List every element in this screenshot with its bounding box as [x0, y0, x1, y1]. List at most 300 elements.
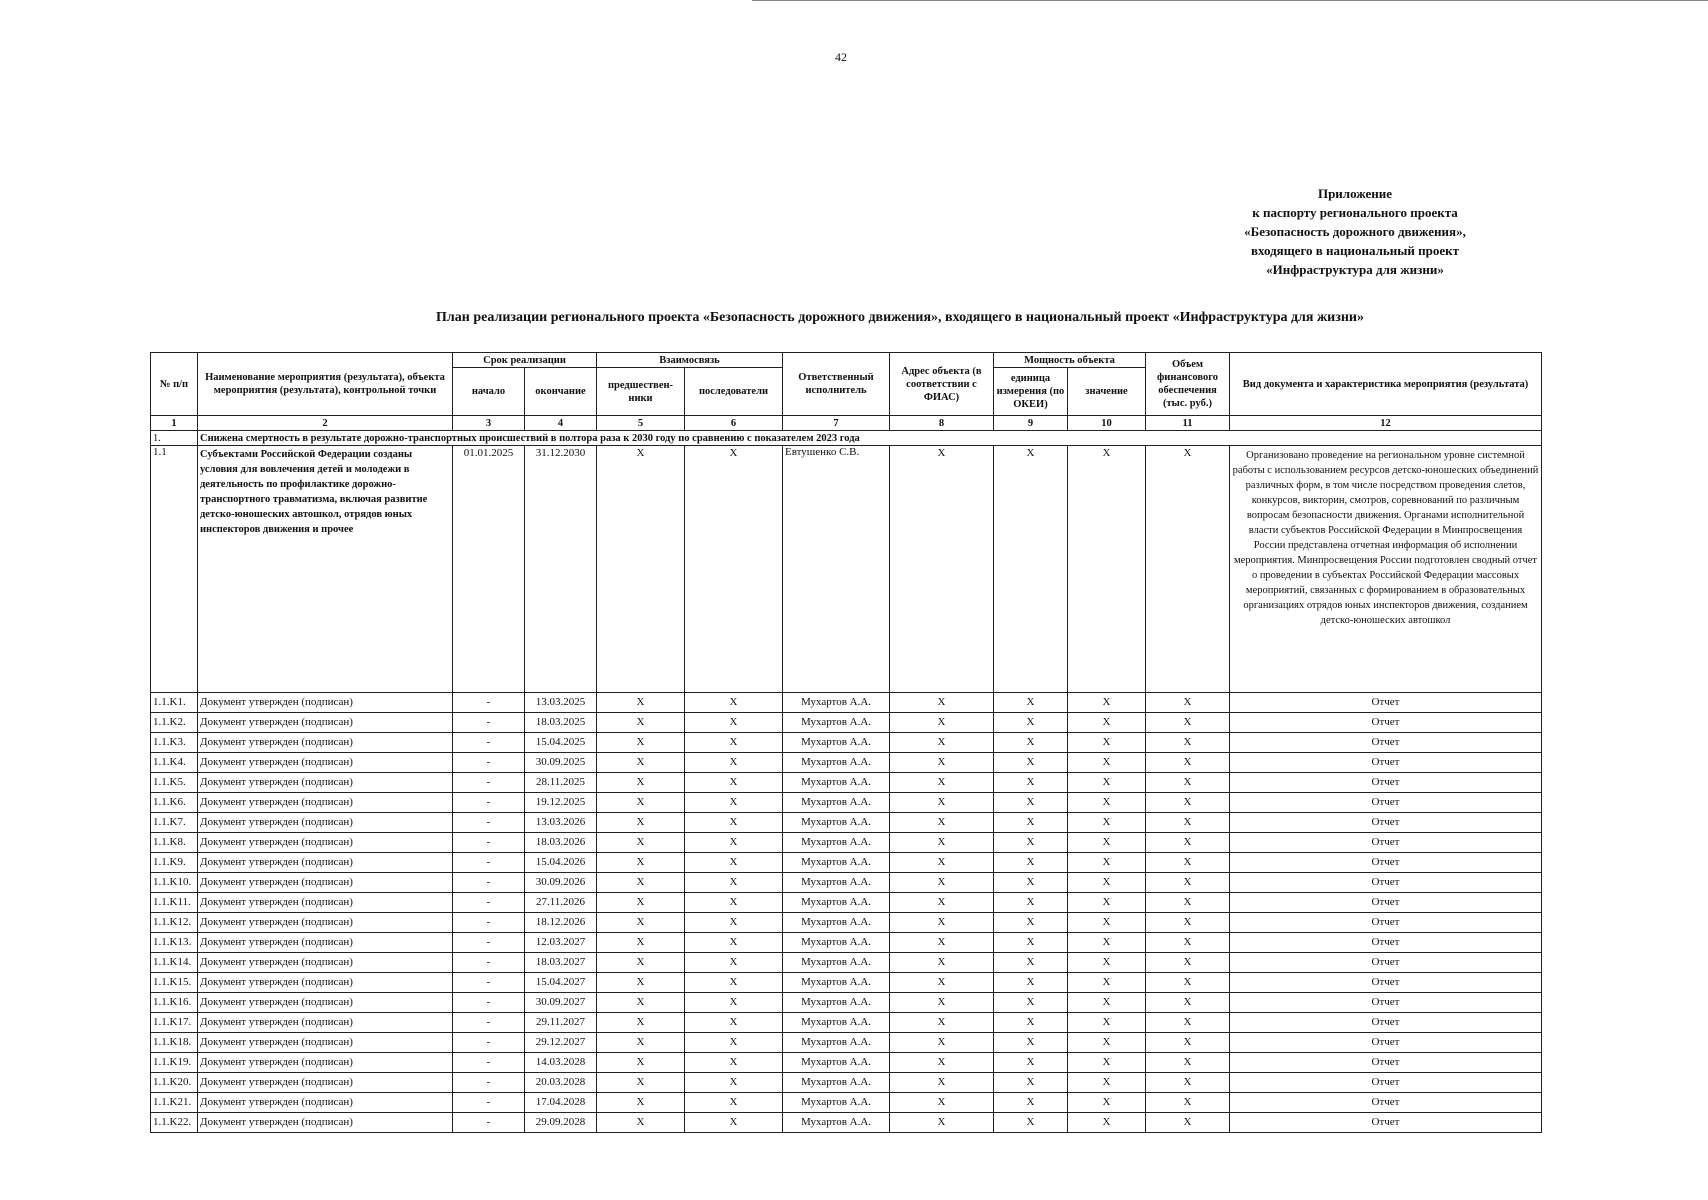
checkpoint-start: -	[453, 1053, 525, 1073]
checkpoint-responsible: Мухартов А.А.	[783, 853, 890, 873]
checkpoint-successors: X	[685, 713, 783, 733]
checkpoint-responsible: Мухартов А.А.	[783, 893, 890, 913]
checkpoint-unit: X	[994, 813, 1068, 833]
checkpoint-responsible: Мухартов А.А.	[783, 693, 890, 713]
checkpoint-successors: X	[685, 773, 783, 793]
checkpoint-predecessors: X	[597, 1113, 685, 1133]
checkpoint-num: 1.1.K5.	[151, 773, 198, 793]
checkpoint-address: X	[890, 1033, 994, 1053]
checkpoint-num: 1.1.K14.	[151, 953, 198, 973]
checkpoint-address: X	[890, 853, 994, 873]
checkpoint-name: Документ утвержден (подписан)	[198, 1073, 453, 1093]
checkpoint-responsible: Мухартов А.А.	[783, 1033, 890, 1053]
checkpoint-value: X	[1068, 693, 1146, 713]
checkpoint-row	[151, 973, 1542, 993]
checkpoint-address: X	[890, 1053, 994, 1073]
main-item-predecessors: X	[597, 446, 685, 693]
checkpoint-end: 29.11.2027	[525, 1013, 597, 1033]
checkpoint-responsible: Мухартов А.А.	[783, 813, 890, 833]
checkpoint-value: X	[1068, 953, 1146, 973]
checkpoint-predecessors: X	[597, 873, 685, 893]
checkpoint-row	[151, 933, 1542, 953]
checkpoint-doc: Отчет	[1230, 913, 1542, 933]
checkpoint-value: X	[1068, 993, 1146, 1013]
checkpoint-start: -	[453, 833, 525, 853]
checkpoint-end: 17.04.2028	[525, 1093, 597, 1113]
checkpoint-start: -	[453, 853, 525, 873]
checkpoint-doc: Отчет	[1230, 753, 1542, 773]
checkpoint-doc: Отчет	[1230, 853, 1542, 873]
checkpoint-predecessors: X	[597, 993, 685, 1013]
checkpoint-name: Документ утвержден (подписан)	[198, 913, 453, 933]
checkpoint-finance: X	[1146, 733, 1230, 753]
checkpoint-num: 1.1.K20.	[151, 1073, 198, 1093]
checkpoint-address: X	[890, 693, 994, 713]
checkpoint-address: X	[890, 773, 994, 793]
column-number: 9	[994, 416, 1068, 431]
checkpoint-finance: X	[1146, 993, 1230, 1013]
checkpoint-finance: X	[1146, 833, 1230, 853]
checkpoint-unit: X	[994, 853, 1068, 873]
checkpoint-address: X	[890, 833, 994, 853]
checkpoint-end: 18.12.2026	[525, 913, 597, 933]
header-responsible: Ответственный исполнитель	[783, 353, 890, 416]
checkpoint-successors: X	[685, 913, 783, 933]
checkpoint-end: 29.09.2028	[525, 1113, 597, 1133]
checkpoint-value: X	[1068, 773, 1146, 793]
checkpoint-unit: X	[994, 993, 1068, 1013]
checkpoint-doc: Отчет	[1230, 893, 1542, 913]
checkpoint-finance: X	[1146, 693, 1230, 713]
checkpoint-predecessors: X	[597, 793, 685, 813]
checkpoint-finance: X	[1146, 973, 1230, 993]
checkpoint-end: 28.11.2025	[525, 773, 597, 793]
checkpoint-doc: Отчет	[1230, 1053, 1542, 1073]
checkpoint-end: 30.09.2025	[525, 753, 597, 773]
checkpoint-name: Документ утвержден (подписан)	[198, 893, 453, 913]
checkpoint-responsible: Мухартов А.А.	[783, 1013, 890, 1033]
checkpoint-row	[151, 993, 1542, 1013]
column-number: 12	[1230, 416, 1542, 431]
checkpoint-successors: X	[685, 753, 783, 773]
checkpoint-name: Документ утвержден (подписан)	[198, 973, 453, 993]
checkpoint-responsible: Мухартов А.А.	[783, 873, 890, 893]
checkpoint-unit: X	[994, 1093, 1068, 1113]
checkpoint-address: X	[890, 1013, 994, 1033]
scan-top-edge-line	[752, 0, 1708, 1]
column-number: 1	[151, 416, 198, 431]
checkpoint-predecessors: X	[597, 1073, 685, 1093]
section-num: 1.	[151, 431, 198, 446]
checkpoint-successors: X	[685, 873, 783, 893]
checkpoint-doc: Отчет	[1230, 1013, 1542, 1033]
checkpoint-responsible: Мухартов А.А.	[783, 713, 890, 733]
checkpoint-unit: X	[994, 773, 1068, 793]
checkpoint-responsible: Мухартов А.А.	[783, 773, 890, 793]
checkpoint-num: 1.1.K1.	[151, 693, 198, 713]
checkpoint-finance: X	[1146, 793, 1230, 813]
checkpoint-unit: X	[994, 1073, 1068, 1093]
checkpoint-start: -	[453, 953, 525, 973]
checkpoint-address: X	[890, 933, 994, 953]
checkpoint-name: Документ утвержден (подписан)	[198, 753, 453, 773]
checkpoint-predecessors: X	[597, 953, 685, 973]
checkpoint-predecessors: X	[597, 913, 685, 933]
plan-title: План реализации регионального проекта «Безопасность дорожного движения», входящего в национальный проект «Инфраструктура для жизни»	[436, 310, 1364, 325]
checkpoint-end: 30.09.2026	[525, 873, 597, 893]
checkpoint-doc: Отчет	[1230, 793, 1542, 813]
checkpoint-num: 1.1.K22.	[151, 1113, 198, 1133]
checkpoint-doc: Отчет	[1230, 733, 1542, 753]
checkpoint-responsible: Мухартов А.А.	[783, 973, 890, 993]
checkpoint-num: 1.1.K12.	[151, 913, 198, 933]
column-number: 3	[453, 416, 525, 431]
checkpoint-start: -	[453, 693, 525, 713]
checkpoint-num: 1.1.K3.	[151, 733, 198, 753]
checkpoint-end: 15.04.2025	[525, 733, 597, 753]
main-item-end: 31.12.2030	[525, 446, 597, 693]
checkpoint-doc: Отчет	[1230, 1093, 1542, 1113]
checkpoint-finance: X	[1146, 813, 1230, 833]
checkpoint-doc: Отчет	[1230, 973, 1542, 993]
checkpoint-successors: X	[685, 1013, 783, 1033]
checkpoint-address: X	[890, 953, 994, 973]
checkpoint-name: Документ утвержден (подписан)	[198, 733, 453, 753]
checkpoint-value: X	[1068, 913, 1146, 933]
checkpoint-row	[151, 893, 1542, 913]
checkpoint-address: X	[890, 993, 994, 1013]
main-item-value: X	[1068, 446, 1146, 693]
checkpoint-start: -	[453, 893, 525, 913]
checkpoint-unit: X	[994, 873, 1068, 893]
checkpoint-unit: X	[994, 733, 1068, 753]
header-term: Срок реализации	[453, 353, 597, 368]
checkpoint-value: X	[1068, 713, 1146, 733]
checkpoint-unit: X	[994, 713, 1068, 733]
checkpoint-end: 19.12.2025	[525, 793, 597, 813]
checkpoint-finance: X	[1146, 753, 1230, 773]
checkpoint-predecessors: X	[597, 1093, 685, 1113]
checkpoint-unit: X	[994, 693, 1068, 713]
header-predecessors: предшествен-ники	[597, 368, 685, 416]
checkpoint-predecessors: X	[597, 1033, 685, 1053]
checkpoint-finance: X	[1146, 933, 1230, 953]
checkpoint-unit: X	[994, 913, 1068, 933]
checkpoint-num: 1.1.K2.	[151, 713, 198, 733]
checkpoint-num: 1.1.K8.	[151, 833, 198, 853]
checkpoint-predecessors: X	[597, 933, 685, 953]
main-item-responsible: Евтушенко С.В.	[783, 446, 890, 693]
column-number: 7	[783, 416, 890, 431]
checkpoint-doc: Отчет	[1230, 833, 1542, 853]
checkpoint-value: X	[1068, 793, 1146, 813]
checkpoint-start: -	[453, 813, 525, 833]
checkpoint-start: -	[453, 933, 525, 953]
checkpoint-row	[151, 793, 1542, 813]
header-end: окончание	[525, 368, 597, 416]
checkpoint-num: 1.1.K19.	[151, 1053, 198, 1073]
checkpoint-successors: X	[685, 893, 783, 913]
checkpoint-address: X	[890, 793, 994, 813]
checkpoint-finance: X	[1146, 1033, 1230, 1053]
checkpoint-doc: Отчет	[1230, 873, 1542, 893]
checkpoint-address: X	[890, 973, 994, 993]
checkpoint-name: Документ утвержден (подписан)	[198, 813, 453, 833]
checkpoint-finance: X	[1146, 713, 1230, 733]
checkpoint-finance: X	[1146, 913, 1230, 933]
checkpoint-responsible: Мухартов А.А.	[783, 733, 890, 753]
checkpoint-finance: X	[1146, 1013, 1230, 1033]
checkpoint-num: 1.1.K17.	[151, 1013, 198, 1033]
checkpoint-num: 1.1.K7.	[151, 813, 198, 833]
checkpoint-row	[151, 1013, 1542, 1033]
checkpoint-num: 1.1.K4.	[151, 753, 198, 773]
checkpoint-row	[151, 1033, 1542, 1053]
checkpoint-start: -	[453, 753, 525, 773]
checkpoint-address: X	[890, 753, 994, 773]
checkpoint-successors: X	[685, 853, 783, 873]
header-value: значение	[1068, 368, 1146, 416]
checkpoint-responsible: Мухартов А.А.	[783, 1053, 890, 1073]
appendix-line: к паспорту регионального проекта	[1252, 205, 1458, 220]
checkpoint-value: X	[1068, 1073, 1146, 1093]
checkpoint-end: 18.03.2027	[525, 953, 597, 973]
checkpoint-row	[151, 853, 1542, 873]
checkpoint-start: -	[453, 993, 525, 1013]
checkpoint-successors: X	[685, 733, 783, 753]
header-address: Адрес объекта (в соответствии с ФИАС)	[890, 353, 994, 416]
checkpoint-doc: Отчет	[1230, 953, 1542, 973]
checkpoint-start: -	[453, 793, 525, 813]
checkpoint-value: X	[1068, 1093, 1146, 1113]
checkpoint-end: 15.04.2027	[525, 973, 597, 993]
checkpoint-doc: Отчет	[1230, 713, 1542, 733]
checkpoint-predecessors: X	[597, 973, 685, 993]
checkpoint-name: Документ утвержден (подписан)	[198, 1013, 453, 1033]
checkpoint-doc: Отчет	[1230, 1113, 1542, 1133]
main-item-doc: Организовано проведение на региональном уровне системной работы с использованием ресурсов детско-юношеских объединений различных форм, в том числе посредством проведения слетов, конкурсов, викторин, смотров, соревнований по различным вопросам безопасности движения. Органами исполнительной власти субъектов Российской Федерации в Минпросвещения России представлена отчетная информация об исполнении мероприятия. Минпросвещения России подготовлен сводный отчет о проведении в субъектах Российской Федерации массовых мероприятий, связанных с формированием в образовательных организациях отрядов юных инспекторов движения, созданием детско-юношеских автошкол	[1230, 446, 1542, 693]
checkpoint-row	[151, 913, 1542, 933]
checkpoint-start: -	[453, 773, 525, 793]
checkpoint-doc: Отчет	[1230, 933, 1542, 953]
checkpoint-value: X	[1068, 873, 1146, 893]
checkpoint-successors: X	[685, 953, 783, 973]
checkpoint-responsible: Мухартов А.А.	[783, 953, 890, 973]
checkpoint-address: X	[890, 733, 994, 753]
checkpoint-doc: Отчет	[1230, 1073, 1542, 1093]
main-item-address: X	[890, 446, 994, 693]
checkpoint-end: 13.03.2025	[525, 693, 597, 713]
checkpoint-successors: X	[685, 793, 783, 813]
checkpoint-start: -	[453, 1093, 525, 1113]
checkpoint-finance: X	[1146, 1053, 1230, 1073]
checkpoint-finance: X	[1146, 1113, 1230, 1133]
checkpoint-unit: X	[994, 973, 1068, 993]
checkpoint-row	[151, 693, 1542, 713]
header-start: начало	[453, 368, 525, 416]
appendix-heading	[1195, 184, 1515, 279]
checkpoint-num: 1.1.K10.	[151, 873, 198, 893]
checkpoint-end: 20.03.2028	[525, 1073, 597, 1093]
checkpoint-end: 15.04.2026	[525, 853, 597, 873]
checkpoint-predecessors: X	[597, 1053, 685, 1073]
column-number: 11	[1146, 416, 1230, 431]
checkpoint-row	[151, 1053, 1542, 1073]
checkpoint-successors: X	[685, 833, 783, 853]
checkpoint-value: X	[1068, 853, 1146, 873]
checkpoint-row	[151, 733, 1542, 753]
checkpoint-responsible: Мухартов А.А.	[783, 993, 890, 1013]
appendix-line: «Безопасность дорожного движения»,	[1244, 224, 1466, 239]
appendix-line: «Инфраструктура для жизни»	[1266, 262, 1444, 277]
page-number: 42	[835, 50, 847, 64]
checkpoint-row	[151, 813, 1542, 833]
implementation-plan-table	[150, 352, 1542, 1133]
column-number: 8	[890, 416, 994, 431]
checkpoint-start: -	[453, 1033, 525, 1053]
checkpoint-start: -	[453, 1113, 525, 1133]
checkpoint-doc: Отчет	[1230, 693, 1542, 713]
checkpoint-doc: Отчет	[1230, 993, 1542, 1013]
checkpoint-start: -	[453, 1013, 525, 1033]
checkpoint-successors: X	[685, 933, 783, 953]
checkpoint-finance: X	[1146, 893, 1230, 913]
checkpoint-value: X	[1068, 733, 1146, 753]
checkpoint-finance: X	[1146, 953, 1230, 973]
checkpoint-end: 18.03.2025	[525, 713, 597, 733]
checkpoint-value: X	[1068, 973, 1146, 993]
checkpoint-address: X	[890, 713, 994, 733]
checkpoint-end: 27.11.2026	[525, 893, 597, 913]
column-number: 5	[597, 416, 685, 431]
checkpoint-start: -	[453, 913, 525, 933]
checkpoint-doc: Отчет	[1230, 773, 1542, 793]
column-number-row	[151, 416, 1542, 431]
checkpoint-responsible: Мухартов А.А.	[783, 1093, 890, 1113]
checkpoint-end: 18.03.2026	[525, 833, 597, 853]
checkpoint-address: X	[890, 813, 994, 833]
checkpoint-unit: X	[994, 953, 1068, 973]
checkpoint-unit: X	[994, 893, 1068, 913]
checkpoint-end: 14.03.2028	[525, 1053, 597, 1073]
checkpoint-address: X	[890, 873, 994, 893]
checkpoint-name: Документ утвержден (подписан)	[198, 1033, 453, 1053]
checkpoint-name: Документ утвержден (подписан)	[198, 693, 453, 713]
checkpoint-num: 1.1.K11.	[151, 893, 198, 913]
checkpoint-unit: X	[994, 1033, 1068, 1053]
checkpoint-name: Документ утвержден (подписан)	[198, 1093, 453, 1113]
checkpoint-name: Документ утвержден (подписан)	[198, 833, 453, 853]
checkpoint-unit: X	[994, 793, 1068, 813]
main-item-finance: X	[1146, 446, 1230, 693]
main-item-successors: X	[685, 446, 783, 693]
checkpoint-unit: X	[994, 933, 1068, 953]
checkpoint-predecessors: X	[597, 713, 685, 733]
checkpoint-value: X	[1068, 833, 1146, 853]
checkpoint-num: 1.1.K16.	[151, 993, 198, 1013]
column-number: 4	[525, 416, 597, 431]
main-item-row	[151, 446, 1542, 693]
checkpoint-doc: Отчет	[1230, 1033, 1542, 1053]
checkpoint-responsible: Мухартов А.А.	[783, 753, 890, 773]
checkpoint-value: X	[1068, 753, 1146, 773]
checkpoint-finance: X	[1146, 773, 1230, 793]
checkpoint-predecessors: X	[597, 773, 685, 793]
checkpoint-row	[151, 1093, 1542, 1113]
checkpoint-predecessors: X	[597, 893, 685, 913]
checkpoint-value: X	[1068, 1013, 1146, 1033]
checkpoint-start: -	[453, 973, 525, 993]
checkpoint-predecessors: X	[597, 853, 685, 873]
checkpoint-start: -	[453, 873, 525, 893]
checkpoint-num: 1.1.K6.	[151, 793, 198, 813]
checkpoint-num: 1.1.K21.	[151, 1093, 198, 1113]
column-number: 2	[198, 416, 453, 431]
header-relation: Взаимосвязь	[597, 353, 783, 368]
checkpoint-row	[151, 953, 1542, 973]
checkpoint-row	[151, 753, 1542, 773]
checkpoint-row	[151, 833, 1542, 853]
checkpoint-row	[151, 773, 1542, 793]
checkpoint-row	[151, 1113, 1542, 1133]
checkpoint-successors: X	[685, 1113, 783, 1133]
header-num: № п/п	[151, 353, 198, 416]
checkpoint-finance: X	[1146, 873, 1230, 893]
appendix-line: входящего в национальный проект	[1250, 243, 1460, 258]
checkpoint-predecessors: X	[597, 813, 685, 833]
header-finance: Объем финансового обеспечения (тыс. руб.)	[1146, 353, 1230, 416]
checkpoint-predecessors: X	[597, 693, 685, 713]
checkpoint-value: X	[1068, 893, 1146, 913]
checkpoint-name: Документ утвержден (подписан)	[198, 953, 453, 973]
checkpoint-predecessors: X	[597, 1013, 685, 1033]
checkpoint-predecessors: X	[597, 753, 685, 773]
checkpoint-name: Документ утвержден (подписан)	[198, 1113, 453, 1133]
checkpoint-unit: X	[994, 833, 1068, 853]
header-successors: последователи	[685, 368, 783, 416]
header-unit: единица измерения (по ОКЕИ)	[994, 368, 1068, 416]
checkpoint-num: 1.1.K13.	[151, 933, 198, 953]
checkpoint-responsible: Мухартов А.А.	[783, 793, 890, 813]
appendix-line: Приложение	[1317, 186, 1393, 201]
checkpoint-row	[151, 1073, 1542, 1093]
checkpoint-finance: X	[1146, 1093, 1230, 1113]
checkpoint-name: Документ утвержден (подписан)	[198, 993, 453, 1013]
checkpoint-unit: X	[994, 1013, 1068, 1033]
checkpoint-end: 30.09.2027	[525, 993, 597, 1013]
checkpoint-row	[151, 713, 1542, 733]
main-item-num: 1.1	[151, 446, 198, 693]
header-doc: Вид документа и характеристика мероприятия (результата)	[1230, 353, 1542, 416]
checkpoint-successors: X	[685, 1073, 783, 1093]
checkpoint-responsible: Мухартов А.А.	[783, 1113, 890, 1133]
header-name: Наименование мероприятия (результата), объекта мероприятия (результата), контрольной точки	[198, 353, 453, 416]
checkpoint-end: 13.03.2026	[525, 813, 597, 833]
checkpoint-name: Документ утвержден (подписан)	[198, 933, 453, 953]
checkpoint-value: X	[1068, 1053, 1146, 1073]
checkpoint-num: 1.1.K9.	[151, 853, 198, 873]
checkpoint-unit: X	[994, 1113, 1068, 1133]
checkpoint-name: Документ утвержден (подписан)	[198, 1053, 453, 1073]
checkpoint-responsible: Мухартов А.А.	[783, 913, 890, 933]
checkpoint-num: 1.1.K18.	[151, 1033, 198, 1053]
checkpoint-value: X	[1068, 813, 1146, 833]
checkpoint-address: X	[890, 913, 994, 933]
checkpoint-start: -	[453, 713, 525, 733]
column-number: 10	[1068, 416, 1146, 431]
column-number: 6	[685, 416, 783, 431]
main-item-start: 01.01.2025	[453, 446, 525, 693]
